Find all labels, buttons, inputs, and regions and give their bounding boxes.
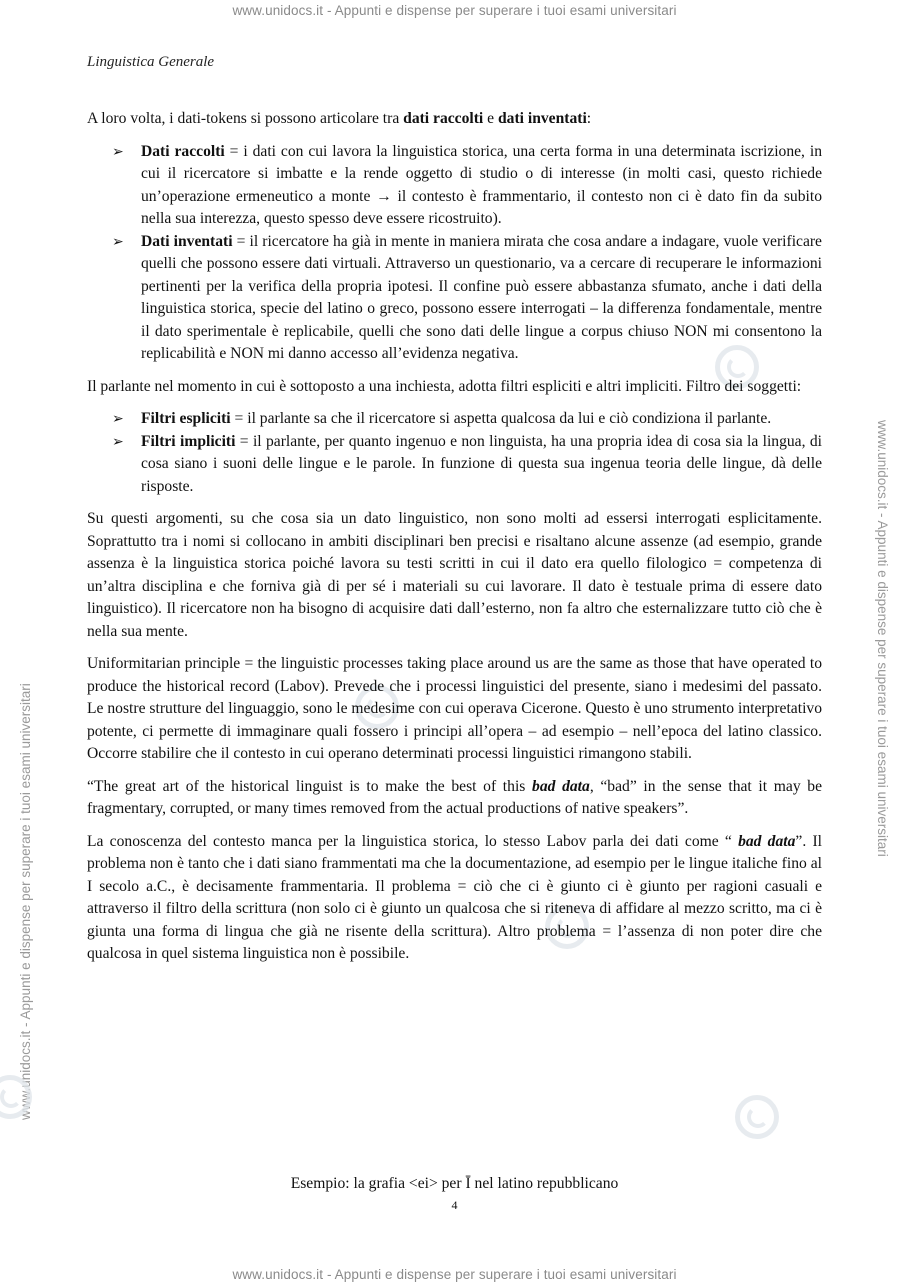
arrow-bullet-icon: ➢ xyxy=(112,143,124,160)
list-item: ➢ Filtri impliciti = il parlante, per quanto ingenuo e non linguista, ha una propria idea di cosa sia la lingua, di cosa siano i suoni delle lingue e le parole. In funzione di questa sua ingenua teoria delle lingue, dà delle risposte. xyxy=(112,432,822,495)
page-number: 4 xyxy=(451,1198,458,1212)
arrow-bullet-icon: ➢ xyxy=(112,433,124,450)
example-caption: Esempio: la grafia <ei> per Ī nel latino repubblicano xyxy=(290,1175,619,1192)
running-header: Linguistica Generale xyxy=(87,54,215,70)
intro-paragraph: A loro volta, i dati-tokens si possono articolare tra dati raccolti e dati inventati: xyxy=(87,110,592,127)
document-body xyxy=(87,108,822,976)
term-dati-inventati: dati inventati xyxy=(497,110,587,127)
watermark-side-left: www.unidocs.it - Appunti e dispense per superare i tuoi esami universitari xyxy=(18,683,33,1120)
emphasis-bad-data: bad data xyxy=(532,777,590,795)
watermark-logo-icon xyxy=(735,1095,779,1139)
emphasis-bad-data: bad data xyxy=(738,832,796,850)
paragraph-conoscenza: La conoscenza del contesto manca per la linguistica storica, lo stesso Labov parla dei dati come “ bad data”. Il problema non è tanto che i dati siano frammentati ma che la documentazione, ad esempio per le lingue italiche fino al I secolo a.C., è decisamente frammentaria. Il problema = ciò che ci è giunto ci è giunto per ragioni casuali e attraverso il filtro della scrittura (non solo ci è giunto un qualcosa che si riteneva di affidare al mezzo scritto, ma ci è giunta una forma di lingua che già ne risente della scrittura). Altro problema = l’assenza di non poter dire che qualcosa in quel sistema linguistica non è possibile. xyxy=(87,832,822,962)
term-dati-raccolti: dati raccolti xyxy=(403,110,484,127)
paragraph-uniformitarian: Uniformitarian principle = the linguistic processes taking place around us are the same as those that have operated to produce the historical record (Labov). Prevede che i processi linguistici del presente, siano i medesimi del passato. Le nostre strutture del linguaggio, sono le medesime con cui operava Cicerone. Questo è uno strumento interpretativo potente, ci permette di immaginare quali fossero i principi all’opera – ad esempio – nell’epoca del latino classico. Occorre stabilire che il contesto in cui operano determinati processi linguistici rimangono stabili. xyxy=(87,655,822,762)
arrow-bullet-icon: ➢ xyxy=(112,233,124,250)
paragraph-argomenti: Su questi argomenti, su che cosa sia un dato linguistico, non sono molti ad essersi interrogati esplicitamente. Soprattutto tra i nomi si collocano in ambiti disciplinari ben precisi e risaltano alcune assenze (ad esempio, grande assenza è la linguistica storica poiché lavora su testi scritti in cui il dato era quello filologico = competenza di un’altra disciplina e che forniva già di per sé i materiali su cui lavorare. Il dato è testuale prima di essere dato linguistico). Il ricercatore non ha bisogno di acquisire dati dall’esterno, non fa altro che esternalizzare tutto ciò che è nella sua mente. xyxy=(87,510,822,640)
watermark-banner-bottom: www.unidocs.it - Appunti e dispense per superare i tuoi esami universitari xyxy=(232,1267,677,1282)
quote-paragraph: “The great art of the historical linguist is to make the best of this bad data, “bad” in the sense that it may be fragmentary, corrupted, or many times removed from the actual productions of native speakers”. xyxy=(87,777,823,817)
data-types-list xyxy=(87,141,822,366)
list-item: ➢ Filtri espliciti = il parlante sa che il ricercatore si aspetta qualcosa da lui e ciò condiziona il parlante. xyxy=(87,408,822,431)
list-item: ➢ Dati raccolti = i dati con cui lavora la linguistica storica, una certa forma in una determinata iscrizione, in cui il ricercatore si imbatte e la rende oggetto di studio o di interesse (in molti casi, questo richiede un’operazione ermeneutico a monte → il contesto è frammentario, il contesto non ci è dato fin da subito nella sua interezza, questo spesso deve essere ricostruito). xyxy=(112,142,822,227)
filters-list xyxy=(87,408,822,498)
arrow-bullet-icon: ➢ xyxy=(112,411,124,427)
list-item: ➢ Dati inventati = il ricercatore ha già in mente in maniera mirata che cosa andare a indagare, vuole verificare quelli che possono essere dati virtuali. Attraverso un questionario, va a cercare di recuperare le informazioni pertinenti per la verifica della propria ipotesi. Il confine può essere abbastanza sfumato, anche i dati della linguistica storica, specie del latino o greco, possono essere interrogati – la differenza fondamentale, mentre il dato sperimentale è replicabile, quelli che sono dati delle lingue a corpus chiuso NON mi consentono la replicabilità e NON mi danno accesso all’evidenza negativa. xyxy=(112,232,822,362)
watermark-side-right: www.unidocs.it - Appunti e dispense per superare i tuoi esami universitari xyxy=(875,420,890,857)
paragraph-parlante: Il parlante nel momento in cui è sottoposto a una inchiesta, adotta filtri espliciti e altri impliciti. Filtro dei soggetti: xyxy=(87,377,802,395)
watermark-banner-top: www.unidocs.it - Appunti e dispense per superare i tuoi esami universitari xyxy=(232,3,677,18)
